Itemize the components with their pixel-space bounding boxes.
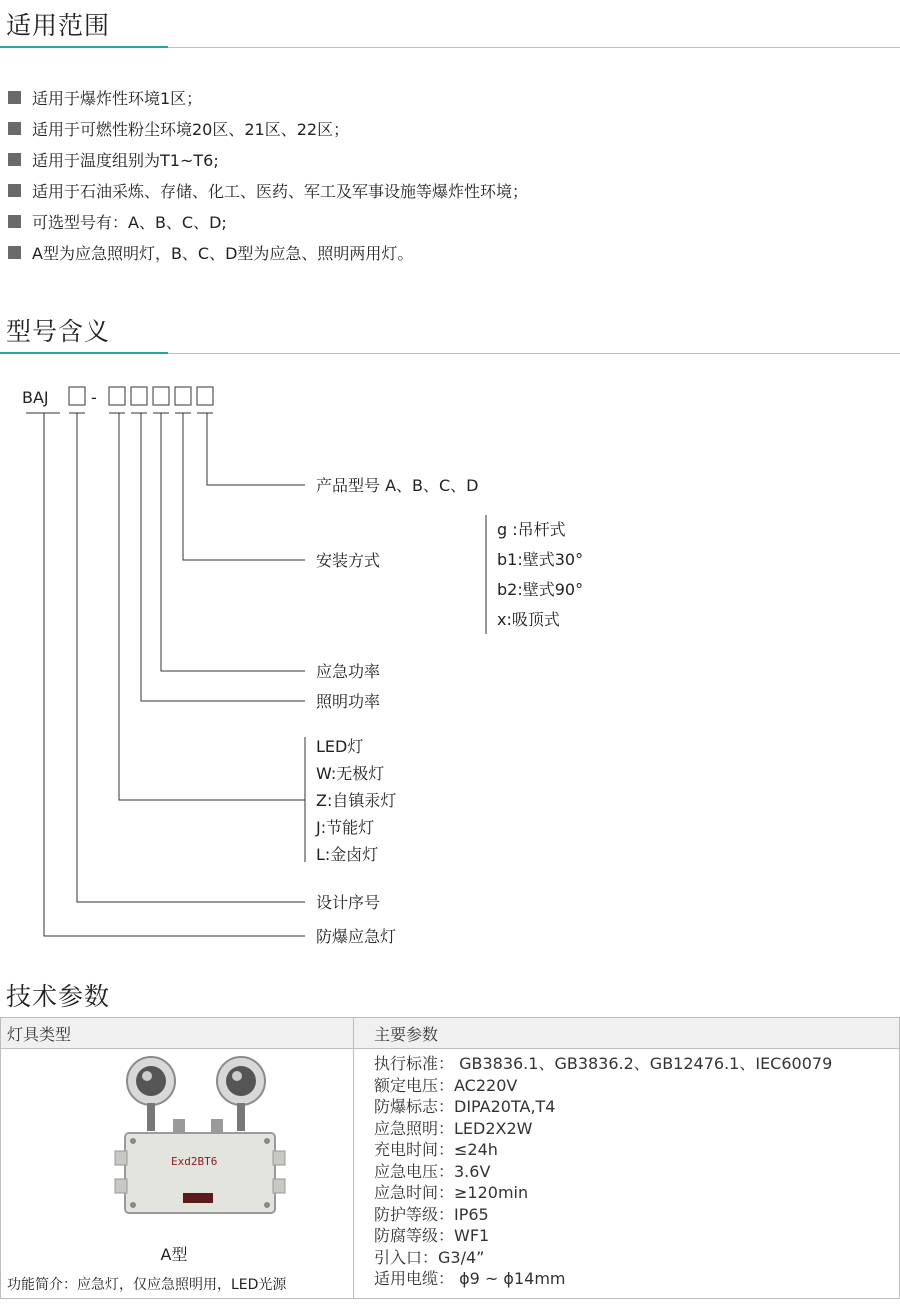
spec-item: 应急时间：≥120min — [374, 1183, 529, 1202]
bullet-square-icon — [8, 91, 21, 104]
spec-item: 执行标准： GB3836.1、GB3836.2、GB12476.1、IEC60079 — [374, 1054, 833, 1073]
model-prefix: BAJ — [22, 388, 49, 407]
section-divider-accent — [0, 352, 168, 354]
spec-item: 引入口：G3/4” — [374, 1247, 485, 1267]
lamp-type-option: W:无极灯 — [316, 764, 385, 783]
spec-item: 应急电压：3.6V — [374, 1161, 491, 1181]
spec-item: 充电时间：≤24h — [374, 1140, 498, 1159]
list-item: 可选型号有：A、B、C、D; — [8, 206, 528, 237]
install-option: b1:壁式30° — [497, 550, 584, 569]
list-item: 适用于爆炸性环境1区； — [8, 82, 528, 113]
code-box — [197, 387, 213, 405]
spec-item: 防护等级：IP65 — [374, 1204, 489, 1224]
section-title-scope: 适用范围 — [6, 11, 111, 40]
lamp-caption: A型 — [160, 1245, 188, 1264]
label-product-type: 产品型号 A、B、C、D — [316, 476, 479, 495]
label-design-no: 设计序号 — [316, 893, 381, 912]
lamp-intro: 功能简介：应急灯，仅应急照明用，LED光源 — [7, 1277, 287, 1293]
bullet-square-icon — [8, 122, 21, 135]
lamp-type-option: J:节能灯 — [316, 818, 375, 837]
bullet-square-icon — [8, 246, 21, 259]
spec-item: 防腐等级：WF1 — [374, 1226, 490, 1245]
section-title-tech: 技术参数 — [6, 982, 111, 1011]
scope-list — [8, 82, 528, 268]
spec-item: 适用电缆： ϕ9 ~ ϕ14mm — [374, 1269, 566, 1288]
install-option: x:吸顶式 — [497, 610, 560, 629]
list-item: 适用于可燃性粉尘环境20区、21区、22区； — [8, 113, 528, 144]
section-divider-accent — [0, 46, 168, 48]
install-option: g :吊杆式 — [497, 520, 566, 539]
lamp-cell — [1, 1049, 354, 1299]
col-header-params: 主要参数 — [354, 1018, 900, 1049]
list-item: 适用于温度组别为T1~T6; — [8, 144, 528, 175]
label-install-method: 安装方式 — [316, 551, 381, 570]
label-explosion-light: 防爆应急灯 — [316, 927, 397, 946]
code-box — [131, 387, 147, 405]
list-item: A型为应急照明灯，B、C、D型为应急、照明两用灯。 — [8, 237, 528, 268]
bullet-square-icon — [8, 215, 21, 228]
tech-params-table — [0, 1017, 900, 1299]
lamp-type-option: LED灯 — [316, 737, 364, 756]
model-dash: - — [91, 388, 97, 407]
bullet-square-icon — [8, 184, 21, 197]
spec-item: 额定电压：AC220V — [374, 1075, 518, 1095]
nameplate-text: Exd2BT6 — [171, 1155, 218, 1168]
lamp-product-image — [111, 1051, 291, 1226]
table-header-row — [1, 1018, 900, 1049]
spec-list — [374, 1053, 899, 1290]
label-lighting-power: 照明功率 — [316, 692, 381, 711]
code-box — [109, 387, 125, 405]
table-row — [1, 1049, 900, 1299]
spec-cell — [354, 1049, 900, 1299]
label-emergency-power: 应急功率 — [316, 662, 381, 681]
code-box — [175, 387, 191, 405]
spec-item: 应急照明：LED2X2W — [374, 1118, 533, 1138]
code-box — [69, 387, 85, 405]
section-title-model: 型号含义 — [6, 317, 111, 346]
install-option: b2:壁式90° — [497, 580, 584, 599]
spec-item: 防爆标志：DIPA20TA,T4 — [374, 1097, 556, 1116]
model-code-diagram — [0, 375, 900, 955]
lamp-type-option: L:金卤灯 — [316, 845, 379, 864]
list-item: 适用于石油采炼、存储、化工、医药、军工及军事设施等爆炸性环境； — [8, 175, 528, 206]
code-box — [153, 387, 169, 405]
lamp-type-option: Z:自镇汞灯 — [316, 791, 397, 810]
col-header-type: 灯具类型 — [1, 1018, 354, 1049]
bullet-square-icon — [8, 153, 21, 166]
